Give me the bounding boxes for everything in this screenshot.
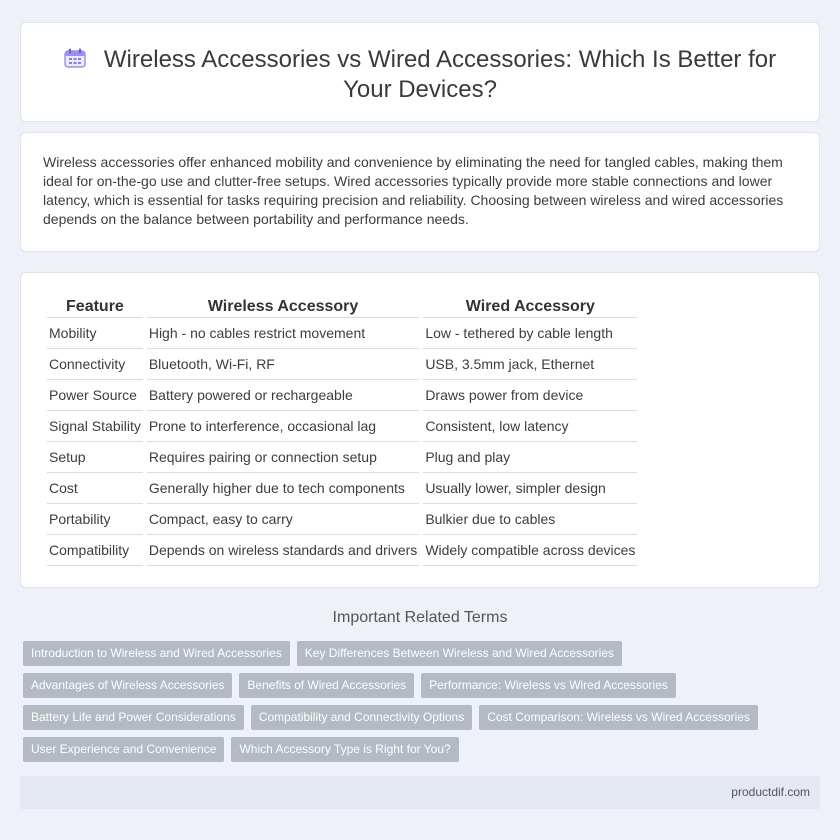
related-tags-row: [23, 737, 459, 762]
related-tags-row: [23, 673, 676, 698]
feature-cell: Portability: [47, 504, 143, 535]
comparison-card: [20, 272, 820, 588]
table-row: [47, 411, 637, 442]
page-title: Wireless Accessories vs Wired Accessories: Which Is Better for Your Devices?: [103, 46, 777, 103]
column-header-wireless: Wireless Accessory: [147, 296, 419, 318]
table-row: [47, 442, 637, 473]
table-row: [47, 535, 637, 566]
feature-cell: Signal Stability: [47, 411, 143, 442]
title-card: [20, 22, 820, 122]
wired-cell: Usually lower, simpler design: [423, 473, 637, 504]
wired-cell: Low - tethered by cable length: [423, 318, 637, 349]
related-tags-row: [23, 641, 622, 666]
table-row: [47, 380, 637, 411]
column-header-wired: Wired Accessory: [423, 296, 637, 318]
feature-cell: Compatibility: [47, 535, 143, 566]
related-term-tag[interactable]: Cost Comparison: Wireless vs Wired Accessories: [479, 705, 758, 730]
footer: [20, 776, 820, 809]
related-term-tag[interactable]: Key Differences Between Wireless and Wired Accessories: [297, 641, 622, 666]
feature-cell: Cost: [47, 473, 143, 504]
wireless-cell: Battery powered or rechargeable: [147, 380, 419, 411]
feature-cell: Power Source: [47, 380, 143, 411]
wireless-cell: Prone to interference, occasional lag: [147, 411, 419, 442]
comparison-table: [43, 296, 641, 566]
wired-cell: Draws power from device: [423, 380, 637, 411]
table-header-row: [47, 296, 637, 318]
related-term-tag[interactable]: Introduction to Wireless and Wired Accessories: [23, 641, 290, 666]
table-row: [47, 504, 637, 535]
related-term-tag[interactable]: Advantages of Wireless Accessories: [23, 673, 232, 698]
related-term-tag[interactable]: Compatibility and Connectivity Options: [251, 705, 472, 730]
footer-site-link[interactable]: productdif.com: [731, 785, 810, 799]
table-row: [47, 473, 637, 504]
wired-cell: Widely compatible across devices: [423, 535, 637, 566]
related-terms-heading: Important Related Terms: [332, 609, 508, 626]
wired-cell: USB, 3.5mm jack, Ethernet: [423, 349, 637, 380]
wired-cell: Consistent, low latency: [423, 411, 637, 442]
related-tags-row: [23, 705, 758, 730]
related-term-tag[interactable]: Which Accessory Type is Right for You?: [231, 737, 458, 762]
related-term-tag[interactable]: Performance: Wireless vs Wired Accessories: [421, 673, 676, 698]
wired-cell: Bulkier due to cables: [423, 504, 637, 535]
wireless-cell: Compact, easy to carry: [147, 504, 419, 535]
wireless-cell: Depends on wireless standards and drivers: [147, 535, 419, 566]
page-title-wrap: [61, 45, 779, 105]
wireless-cell: High - no cables restrict movement: [147, 318, 419, 349]
intro-card: [20, 132, 820, 252]
related-term-tag[interactable]: User Experience and Convenience: [23, 737, 224, 762]
related-term-tag[interactable]: Benefits of Wired Accessories: [239, 673, 414, 698]
wired-cell: Plug and play: [423, 442, 637, 473]
feature-cell: Mobility: [47, 318, 143, 349]
feature-cell: Setup: [47, 442, 143, 473]
wireless-cell: Generally higher due to tech components: [147, 473, 419, 504]
related-term-tag[interactable]: Battery Life and Power Considerations: [23, 705, 244, 730]
feature-cell: Connectivity: [47, 349, 143, 380]
wireless-cell: Requires pairing or connection setup: [147, 442, 419, 473]
calendar-icon: [64, 46, 86, 66]
column-header-feature: Feature: [47, 296, 143, 318]
wireless-cell: Bluetooth, Wi-Fi, RF: [147, 349, 419, 380]
intro-paragraph: Wireless accessories offer enhanced mobility and convenience by eliminating the need for tangled cables, making them ideal for on-the-go use and clutter-free setups. Wired accessories typically provide more stable connections and lower latency, which is essential for tasks requiring precision and reliability. Choosing between wireless and wired accessories depends on the balance between portability and performance needs.: [43, 154, 784, 227]
table-row: [47, 318, 637, 349]
table-row: [47, 349, 637, 380]
